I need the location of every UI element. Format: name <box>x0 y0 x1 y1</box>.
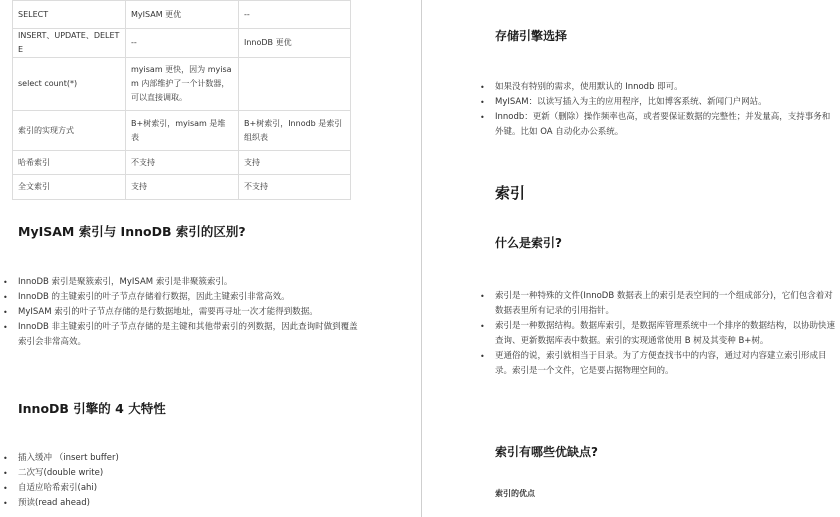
table-cell: SELECT <box>13 1 126 29</box>
what-is-index-list <box>477 289 837 379</box>
table-cell: 全文索引 <box>13 175 126 200</box>
table-cell: 支持 <box>126 175 239 200</box>
table-row <box>13 111 351 151</box>
table-cell: 哈希索引 <box>13 151 126 175</box>
bullet-icon: • <box>3 323 8 332</box>
list-item <box>0 320 360 350</box>
table-cell: myisam 更快，因为 myisam 内部维护了一个计数器，可以直接调取。 <box>126 58 239 111</box>
bullet-icon: • <box>3 484 8 493</box>
innodb-features-list <box>0 451 360 511</box>
list-item-text: 索引是一种特殊的文件(InnoDB 数据表上的索引是表空间的一个组成部分)，它们包含着对数据表里所有记录的引用指针。 <box>495 291 833 316</box>
table-cell: 不支持 <box>126 151 239 175</box>
list-item <box>0 496 360 511</box>
bullet-icon: • <box>480 113 485 122</box>
list-item <box>477 95 837 110</box>
table-cell: 索引的实现方式 <box>13 111 126 151</box>
table-cell: B+树索引，myisam 是堆表 <box>126 111 239 151</box>
table-cell: -- <box>126 29 239 58</box>
list-item-text: InnoDB 非主键索引的叶子节点存储的是主键和其他带索引的列数据，因此查询时做到覆盖索引会非常高效。 <box>18 322 358 347</box>
list-item-text: 如果没有特别的需求，使用默认的 Innodb 即可。 <box>495 82 683 92</box>
table-row <box>13 58 351 111</box>
table-row <box>13 151 351 175</box>
bullet-icon: • <box>3 454 8 463</box>
bullet-icon: • <box>3 308 8 317</box>
list-item-text: InnoDB 的主键索引的叶子节点存储着行数据，因此主键索引非常高效。 <box>18 292 290 302</box>
list-item <box>0 451 360 466</box>
list-item <box>0 290 360 305</box>
chapter-heading-index: 索引 <box>495 184 526 202</box>
list-item <box>0 466 360 481</box>
table-row <box>13 1 351 29</box>
list-item <box>0 305 360 320</box>
list-item-text: 预读(read ahead) <box>18 498 90 508</box>
list-item-text: MyISAM：以读写插入为主的应用程序，比如博客系统、新闻门户网站。 <box>495 97 767 107</box>
table-cell: InnoDB 更优 <box>239 29 351 58</box>
right-column <box>421 0 840 517</box>
bullet-icon: • <box>3 293 8 302</box>
bullet-icon: • <box>480 83 485 92</box>
section-heading-innodb-features: InnoDB 引擎的 4 大特性 <box>18 401 166 416</box>
table-row <box>13 175 351 200</box>
list-item <box>477 110 837 140</box>
bullet-icon: • <box>480 292 485 301</box>
table-cell <box>239 58 351 111</box>
table-cell: -- <box>239 1 351 29</box>
list-item-text: InnoDB 索引是聚簇索引，MyISAM 索引是非聚簇索引。 <box>18 277 233 287</box>
list-item-text: 更通俗的说，索引就相当于目录。为了方便查找书中的内容，通过对内容建立索引形成目录。索引是一个文件，它是要占据物理空间的。 <box>495 351 827 376</box>
list-item <box>477 289 837 319</box>
table-cell: MyISAM 更优 <box>126 1 239 29</box>
table-row <box>13 29 351 58</box>
table-cell: B+树索引，Innodb 是索引组织表 <box>239 111 351 151</box>
table-cell: select count(*) <box>13 58 126 111</box>
engine-comparison-table <box>12 0 351 200</box>
list-item-text: 插入缓冲 （insert buffer) <box>18 453 119 463</box>
bullet-icon: • <box>480 322 485 331</box>
bullet-icon: • <box>3 469 8 478</box>
list-item <box>0 481 360 496</box>
engine-choice-list <box>477 80 837 140</box>
table-cell: 不支持 <box>239 175 351 200</box>
list-item <box>477 80 837 95</box>
list-item-text: MyISAM 索引的叶子节点存储的是行数据地址，需要再寻址一次才能得到数据。 <box>18 307 318 317</box>
list-item <box>0 275 360 290</box>
list-item-text: Innodb：更新（删除）操作频率也高，或者要保证数据的完整性；并发量高，支持事务和外键。比如 OA 自动化办公系统。 <box>495 112 831 137</box>
bullet-icon: • <box>480 98 485 107</box>
table-cell: INSERT、UPDATE、DELETE <box>13 29 126 58</box>
section-heading-engine-choice: 存储引擎选择 <box>495 29 568 43</box>
list-item-text: 二次写(double write) <box>18 468 104 478</box>
bullet-icon: • <box>480 352 485 361</box>
table-cell: 支持 <box>239 151 351 175</box>
index-difference-list <box>0 275 360 350</box>
bullet-icon: • <box>3 499 8 508</box>
section-heading-pros-cons: 索引有哪些优缺点? <box>495 445 598 459</box>
list-item <box>477 319 837 349</box>
bullet-icon: • <box>3 278 8 287</box>
list-item-text: 自适应哈希索引(ahi) <box>18 483 98 493</box>
section-heading-what-is-index: 什么是索引? <box>495 236 562 250</box>
list-item-text: 索引是一种数据结构。数据库索引，是数据库管理系统中一个排序的数据结构，以协助快速查询、更新数据库表中数据。索引的实现通常使用 B 树及其变种 B+树。 <box>495 321 836 346</box>
subheading-pros: 索引的优点 <box>495 489 535 498</box>
section-heading-index-difference: MyISAM 索引与 InnoDB 索引的区别? <box>18 224 246 239</box>
list-item <box>477 349 837 379</box>
